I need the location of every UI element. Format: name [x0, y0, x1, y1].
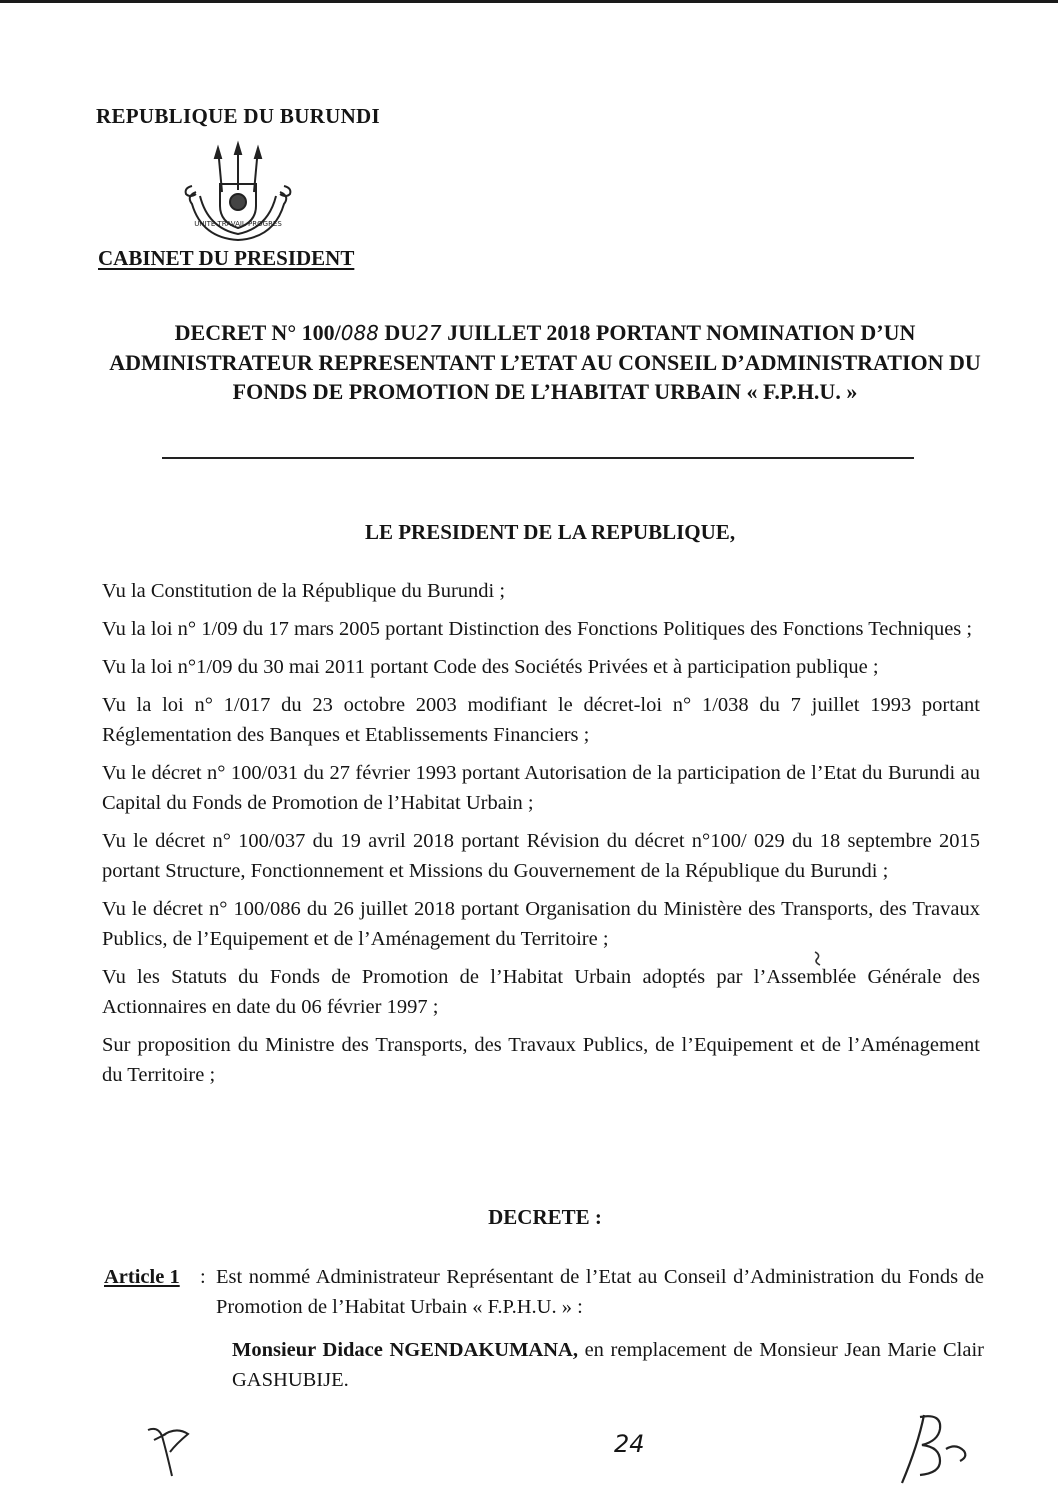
preamble-item: Vu le décret n° 100/037 du 19 avril 2018 portant Révision du décret n°100/ 029 du 18 septembre 2015 portant Structure, Fonctionnement et Missions du Gouvernement de la République du Burundi ;: [102, 830, 980, 882]
nominee-name: Monsieur Didace NGENDAKUMANA,: [232, 1339, 578, 1361]
preamble-item: Vu les Statuts du Fonds de Promotion de l’Habitat Urbain adoptés par l’Assemblée Générale des Actionnaires en date du 06 février 1997 ;: [102, 966, 980, 1018]
burundi-coat-of-arms-icon: [178, 140, 298, 250]
nominee-replacement: en remplacement de Monsieur Jean Marie Clair GASHUBIJE.: [232, 1339, 984, 1391]
decree-title-du: DU: [378, 320, 417, 345]
svg-text:UNITE TRAVAIL PROGRES: UNITE TRAVAIL PROGRES: [194, 220, 282, 228]
decrete-heading: DECRETE :: [488, 1205, 602, 1229]
title-divider: [162, 457, 914, 459]
decree-title-prefix: DECRET N° 100/: [174, 320, 341, 345]
nominee-paragraph: [232, 1335, 984, 1395]
decree-title: [100, 318, 990, 406]
article-separator: :: [200, 1266, 206, 1288]
article-label: Article 1: [104, 1266, 180, 1288]
handwritten-initials-icon: [140, 1420, 210, 1490]
preamble-item: Vu la loi n° 1/09 du 17 mars 2005 portant Distinction des Fonctions Politiques des Fonctions Techniques ;: [102, 618, 973, 640]
preamble-item: Vu la Constitution de la République du Burundi ;: [102, 580, 506, 602]
preamble-heading: LE PRESIDENT DE LA REPUBLIQUE,: [364, 520, 736, 544]
preamble-item: Sur proposition du Ministre des Transports, des Travaux Publics, de l’Equipement et de l’Aménagement du Territoire ;: [102, 1034, 980, 1086]
preamble-item: Vu la loi n°1/09 du 30 mai 2011 portant Code des Sociétés Privées et à participation publique ;: [102, 656, 879, 678]
country-heading: REPUBLIQUE DU BURUNDI: [96, 104, 380, 128]
stray-pen-mark: [812, 950, 824, 966]
office-heading: CABINET DU PRESIDENT: [98, 246, 355, 270]
handwritten-signature-icon: [890, 1405, 980, 1490]
preamble-item: Vu le décret n° 100/031 du 27 février 1993 portant Autorisation de la participation de l’Etat du Burundi au Capital du Fonds de Promotion de l’Habitat Urbain ;: [102, 762, 980, 814]
preamble-item: Vu le décret n° 100/086 du 26 juillet 2018 portant Organisation du Ministère des Transports, des Travaux Publics, de l’Equipement et de l’Aménagement du Territoire ;: [102, 898, 980, 950]
preamble-item: Vu la loi n° 1/017 du 23 octobre 2003 modifiant le décret-loi n° 1/038 du 7 juillet 1993 portant Réglementation des Banques et Etablissements Financiers ;: [102, 694, 980, 746]
decree-number-handwritten: 088: [340, 321, 379, 345]
page-mark: 24: [614, 1430, 645, 1458]
article-text: Est nommé Administrateur Représentant de l’Etat au Conseil d’Administration du Fonds de Promotion de l’Habitat Urbain « F.P.H.U. » :: [216, 1266, 984, 1318]
scan-top-border: [0, 0, 1058, 3]
decree-title-rest: JUILLET 2018 PORTANT NOMINATION D’UN ADMINISTRATEUR REPRESENTANT L’ETAT AU CONSEIL D’ADMINISTRATION DU FONDS DE PROMOTION DE L’HABITAT URBAIN « F.P.H.U. »: [109, 320, 981, 404]
decree-day-handwritten: 27: [416, 321, 442, 345]
preamble-list: [102, 576, 980, 1098]
